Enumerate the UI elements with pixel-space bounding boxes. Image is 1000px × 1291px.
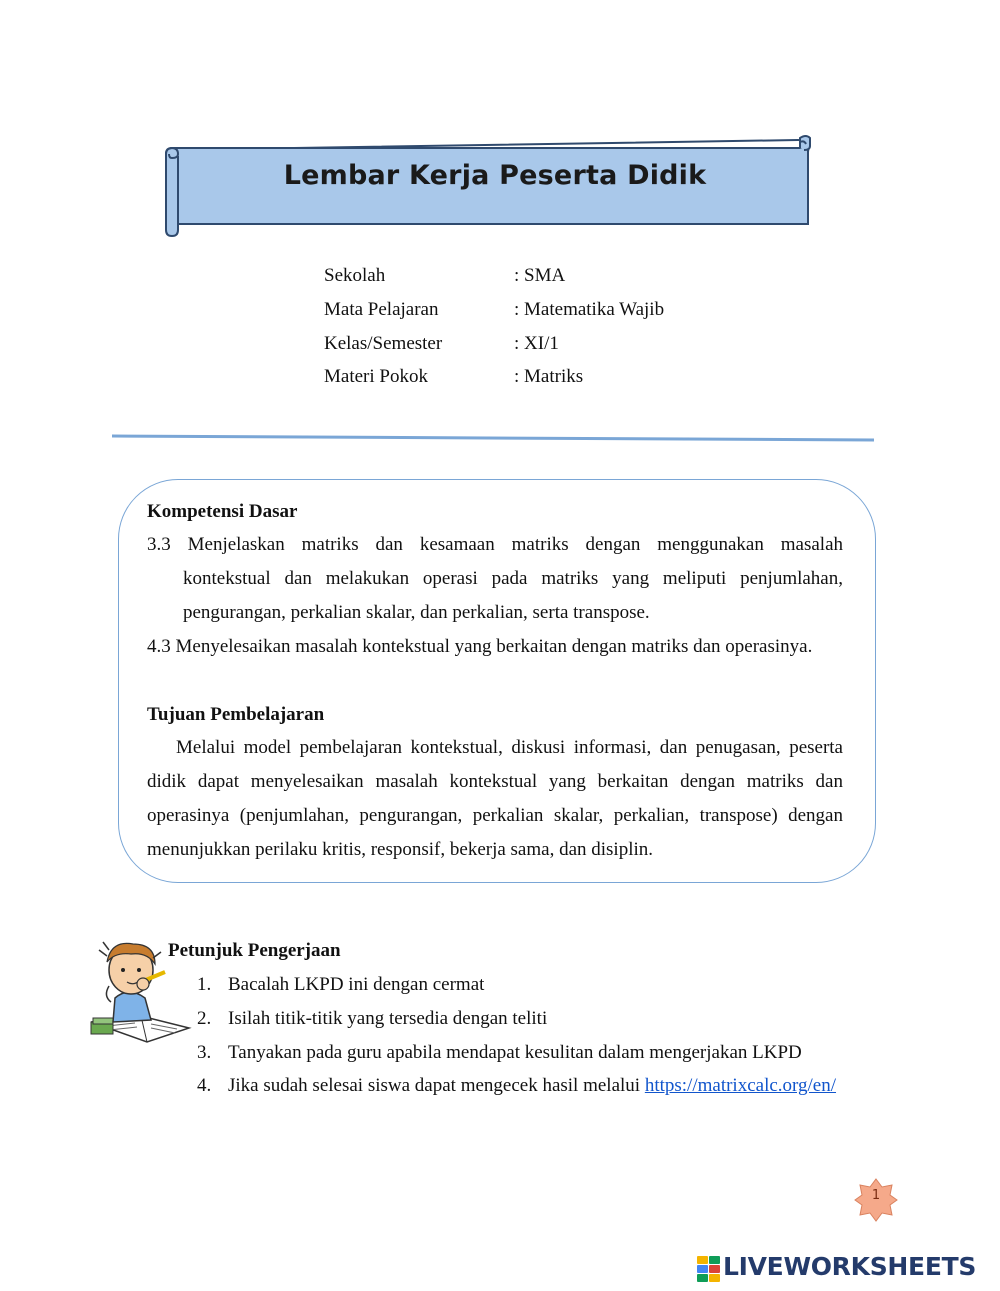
info-value: : XI/1 (514, 332, 559, 354)
list-item (197, 1036, 836, 1070)
kd-line: 4.3 Menyelesaikan masalah kontekstual yang berkaitan dengan matriks dan operasinya. (147, 636, 813, 657)
step-number: 4. (197, 1075, 212, 1097)
info-label: Materi Pokok (324, 366, 428, 388)
title-banner (158, 132, 814, 242)
info-value: : Matematika Wajib (514, 298, 665, 320)
tujuan-heading: Tujuan Pembelajaran (147, 704, 325, 725)
list-item (197, 1002, 836, 1036)
tujuan-line: operasinya (penjumlahan, pengurangan, perkalian skalar, perkalian, transpose) dengan (147, 805, 843, 826)
info-label: Kelas/Semester (324, 332, 443, 354)
liveworksheets-logo-icon (697, 1256, 721, 1282)
kd-line: kontekstual dan melakukan operasi pada matriks yang meliputi penjumlahan, (183, 568, 843, 589)
matrixcalc-link[interactable]: https://matrixcalc.org/en/ (644, 1075, 837, 1097)
info-value: : SMA (514, 265, 566, 286)
kompetensi-heading: Kompetensi Dasar (147, 501, 298, 522)
kd-line: pengurangan, perkalian skalar, dan perkalian, serta transpose. (183, 602, 650, 623)
info-label: Mata Pelajaran (324, 298, 439, 320)
info-label: Sekolah (324, 265, 386, 286)
instruction-list (197, 968, 836, 1103)
step-text: Bacalah LKPD ini dengan cermat (228, 974, 485, 995)
tujuan-line: Melalui model pembelajaran kontekstual, diskusi informasi, dan penugasan, peserta (176, 737, 843, 758)
tujuan-line: didik dapat menyelesaikan masalah kontekstual yang berkaitan dengan matriks dan (147, 771, 843, 792)
list-item (197, 968, 836, 1002)
step-number: 1. (197, 974, 212, 995)
tujuan-line: menunjukkan perilaku kritis, responsif, bekerja sama, dan disiplin. (147, 839, 654, 860)
step-number: 2. (197, 1007, 212, 1029)
info-value: : Matriks (514, 366, 584, 388)
list-item (197, 1069, 836, 1103)
section-divider (112, 432, 876, 444)
step-text: Jika sudah selesai siswa dapat mengecek hasil melalui (228, 1075, 645, 1097)
page-title: Lembar Kerja Peserta Didik (283, 160, 707, 191)
page-number: 1 (871, 1188, 881, 1203)
brand-name: LIVEWORKSHEETS (723, 1252, 977, 1281)
petunjuk-heading: Petunjuk Pengerjaan (168, 940, 341, 961)
step-number: 3. (197, 1041, 212, 1063)
step-text: Isilah titik-titik yang tersedia dengan teliti (228, 1007, 548, 1029)
kd-line: 3.3 Menjelaskan matriks dan kesamaan matriks dengan menggunakan masalah (147, 534, 843, 555)
step-text: Tanyakan pada guru apabila mendapat kesulitan dalam mengerjakan LKPD (228, 1041, 802, 1063)
